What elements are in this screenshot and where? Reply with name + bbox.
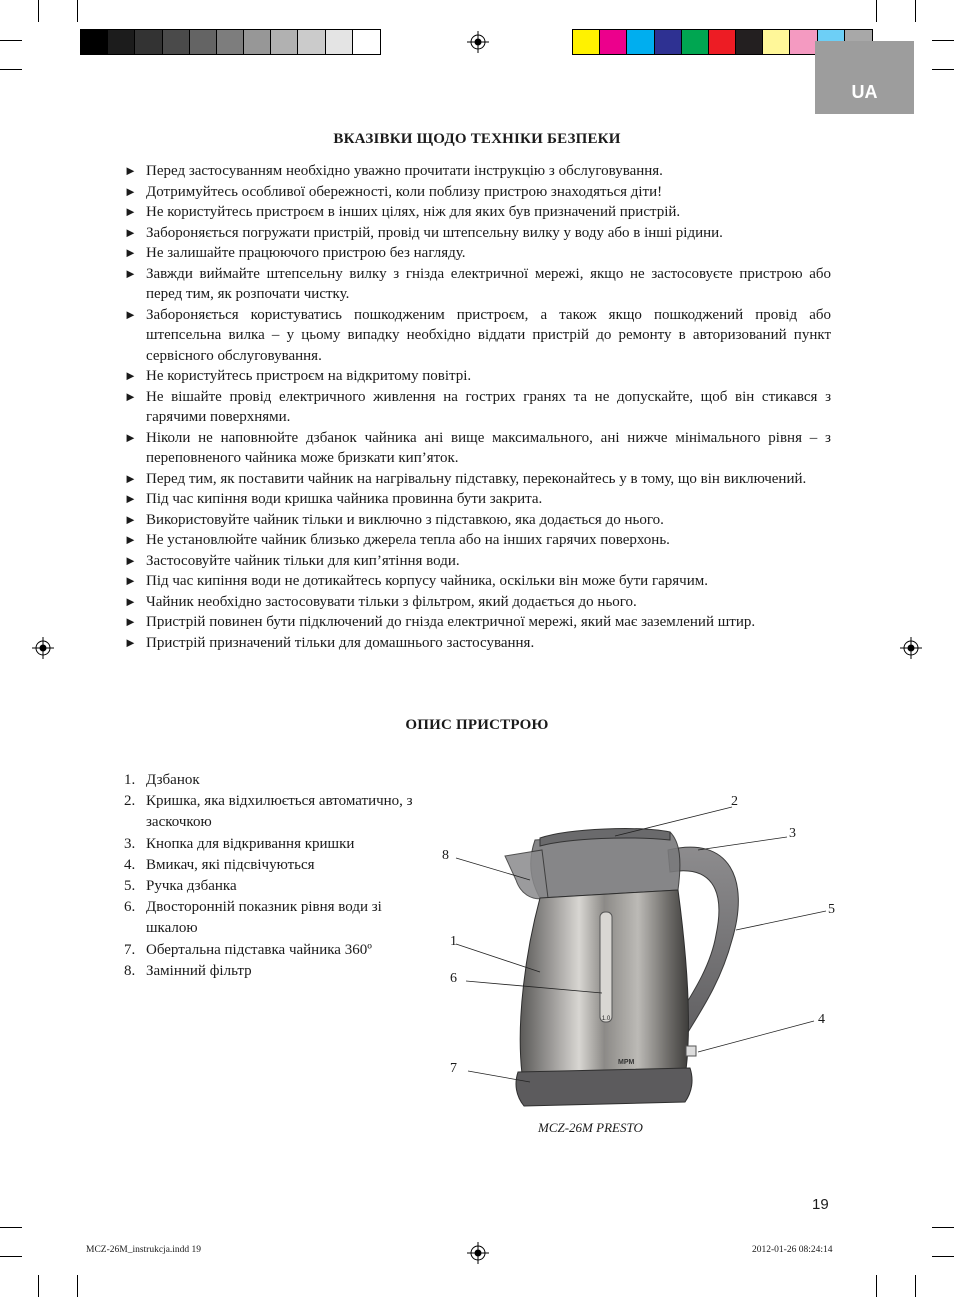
part-number: 3. — [124, 835, 136, 852]
safety-item-text: Забороняється погружати пристрій, провід чи штепсельну вилку у воду або в інші рідини. — [146, 224, 723, 241]
file-slug: MCZ-26M_instrukcja.indd 19 — [86, 1245, 202, 1255]
callout-2: 2 — [731, 794, 738, 809]
kettle-illustration — [430, 780, 850, 1120]
safety-item-text: Під час кипіння води кришка чайника провинна бути закрита. — [146, 491, 543, 507]
safety-item — [124, 571, 831, 592]
date-slug: 2012-01-26 08:24:14 — [752, 1245, 833, 1255]
part-text: Дзбанок — [146, 772, 200, 788]
power-switch — [686, 1046, 696, 1056]
safety-item-text: Під час кипіння води не дотикайтесь корпусу чайника, оскільки він може бути гарячим. — [146, 573, 708, 589]
color-swatch — [244, 30, 271, 54]
registration-mark-icon — [900, 637, 922, 659]
parts-list — [124, 770, 424, 982]
safety-item-text: Перед застосуванням необхідно уважно прочитати інструкцію з обслуговування. — [146, 163, 663, 179]
bullet-arrow-icon: ► — [124, 265, 137, 281]
safety-item-text: Використовуйте чайник тільки и виключно з підставкою, яка додається до нього. — [146, 511, 664, 528]
color-swatch — [763, 30, 790, 54]
part-item — [124, 876, 424, 897]
safety-item-text: Не користуйтесь пристроєм на відкритому повітрі. — [146, 368, 472, 384]
brand-mark: MPM — [618, 1059, 635, 1066]
color-swatch — [655, 30, 682, 54]
bullet-arrow-icon: ► — [124, 163, 137, 178]
color-swatch — [682, 30, 709, 54]
model-caption: MCZ-26M PRESTO — [538, 1120, 643, 1135]
safety-item-text: Не вішайте провід електричного живлення на гострих гранях та не допускайте, щоб він стикався з гарячими поверхнями. — [146, 388, 831, 425]
part-text: Замінний фільтр — [146, 962, 252, 979]
safety-item — [124, 264, 831, 305]
bullet-arrow-icon: ► — [124, 183, 137, 199]
language-tab — [815, 41, 914, 114]
language-tab-label: UA — [851, 82, 878, 102]
callout-8: 8 — [442, 848, 449, 863]
safety-item — [124, 469, 831, 490]
part-number: 6. — [124, 899, 136, 916]
part-item — [124, 834, 424, 855]
bullet-arrow-icon: ► — [124, 573, 137, 588]
bullet-arrow-icon: ► — [124, 224, 137, 240]
safety-item-text: Забороняється користуватись пошкодженим пристроєм, а також якщо пошкоджений провід або штепсельна вилка – у цьому випадку необхідно віддати пристрій до ремонту в авторизований пункт сервісного обслуговування. — [146, 306, 831, 364]
color-swatch — [790, 30, 817, 54]
color-swatch — [353, 30, 380, 54]
part-item — [124, 961, 424, 982]
color-swatch — [600, 30, 627, 54]
part-item — [124, 940, 424, 961]
color-swatch — [271, 30, 298, 54]
registration-mark-icon — [32, 637, 54, 659]
part-text: Обертальна підставка чайника 360º — [146, 941, 372, 958]
part-number: 8. — [124, 962, 136, 979]
safety-item-text: Застосовуйте чайник тільки для кип’ятіння води. — [146, 552, 460, 569]
page-number: 19 — [812, 1196, 829, 1213]
part-item — [124, 791, 424, 833]
safety-item — [124, 243, 831, 264]
callout-4: 4 — [818, 1012, 825, 1027]
color-swatch — [190, 30, 217, 54]
bullet-arrow-icon: ► — [124, 245, 137, 260]
part-number: 4. — [124, 856, 136, 873]
part-item — [124, 770, 424, 791]
kettle-base — [516, 1068, 692, 1106]
registration-mark-icon — [467, 31, 489, 53]
color-swatch — [326, 30, 353, 54]
safety-item — [124, 387, 831, 428]
safety-item — [124, 305, 831, 367]
bullet-arrow-icon: ► — [124, 368, 137, 383]
safety-item-text: Не користуйтесь пристроєм в інших цілях, ніж для яких був призначений пристрій. — [146, 204, 681, 220]
callout-3: 3 — [789, 826, 796, 841]
safety-item — [124, 612, 831, 633]
part-text: Ручка дзбанка — [146, 878, 237, 895]
safety-item — [124, 366, 831, 387]
color-swatch — [736, 30, 763, 54]
safety-item — [124, 223, 831, 244]
safety-item-text: Пристрій повинен бути підключений до гнізда електричної мережі, який має заземлений штир. — [146, 614, 756, 630]
safety-item-text: Завжди виймайте штепсельну вилку з гнізда електричної мережі, якщо не застосовуєте пристрою або перед тим, як розпочати чистку. — [146, 265, 831, 302]
bullet-arrow-icon: ► — [124, 306, 137, 322]
safety-item-text: Дотримуйтесь особливої обережності, коли поблизу пристрою знаходяться діти! — [146, 183, 663, 200]
water-level-gauge — [600, 912, 612, 1022]
bullet-arrow-icon: ► — [124, 388, 137, 404]
part-item — [124, 855, 424, 876]
color-swatch — [81, 30, 108, 54]
color-swatch — [108, 30, 135, 54]
bullet-arrow-icon: ► — [124, 491, 137, 506]
safety-item-text: Чайник необхідно застосовувати тільки з фільтром, який додається до нього. — [146, 593, 637, 610]
safety-item-text: Пристрій призначений тільки для домашнього застосування. — [146, 634, 535, 651]
safety-item — [124, 202, 831, 223]
safety-item-text: Не установлюйте чайник близько джерела тепла або на інших гарячих поверхонь. — [146, 532, 670, 548]
callout-1: 1 — [450, 934, 457, 949]
callout-5: 5 — [828, 902, 835, 917]
color-swatch — [163, 30, 190, 54]
safety-item-text: Ніколи не наповнюйте дзбанок чайника ані вище максимального, ані нижче мінімального рівня – з переповненого чайника може бризкати кип’яток. — [146, 429, 831, 466]
bullet-arrow-icon: ► — [124, 552, 137, 568]
callout-6: 6 — [450, 971, 457, 986]
part-number: 1. — [124, 772, 136, 788]
safety-item — [124, 489, 831, 510]
safety-item-text: Перед тим, як поставити чайник на нагрівальну підставку, переконайтесь у в тому, що він виключений. — [146, 470, 807, 487]
bullet-arrow-icon: ► — [124, 470, 137, 486]
color-swatch — [573, 30, 600, 54]
registration-mark-icon — [467, 1242, 489, 1264]
safety-item — [124, 592, 831, 613]
bullet-arrow-icon: ► — [124, 593, 137, 609]
description-heading: ОПИС ПРИСТРОЮ — [405, 717, 549, 733]
safety-item-text: Не залишайте працюючого пристрою без нагляду. — [146, 245, 466, 261]
part-text: Двосторонній показник рівня води зі шкалою — [146, 899, 382, 937]
part-text: Вмикач, які підсвічуються — [146, 856, 315, 873]
color-swatch — [298, 30, 325, 54]
color-swatch — [627, 30, 654, 54]
callout-7: 7 — [450, 1061, 457, 1076]
safety-heading: ВКАЗІВКИ ЩОДО ТЕХНІКИ БЕЗПЕКИ — [333, 131, 621, 147]
bullet-arrow-icon: ► — [124, 204, 137, 219]
part-number: 2. — [124, 793, 136, 810]
gauge-mark: 1.0 — [601, 1016, 611, 1022]
part-text: Кнопка для відкривання кришки — [146, 835, 355, 852]
bullet-arrow-icon: ► — [124, 634, 137, 650]
bullet-arrow-icon: ► — [124, 429, 137, 445]
safety-list — [124, 161, 831, 653]
bullet-arrow-icon: ► — [124, 532, 137, 547]
part-item — [124, 897, 424, 939]
grayscale-calibration-bar — [80, 29, 381, 55]
color-swatch — [217, 30, 244, 54]
part-number: 7. — [124, 941, 136, 958]
safety-item — [124, 510, 831, 531]
safety-item — [124, 633, 831, 654]
safety-item — [124, 428, 831, 469]
color-swatch — [709, 30, 736, 54]
safety-item — [124, 530, 831, 551]
bullet-arrow-icon: ► — [124, 614, 137, 629]
bullet-arrow-icon: ► — [124, 511, 137, 527]
part-text: Кришка, яка відхилюється автоматично, з заскочкою — [146, 793, 413, 831]
safety-item — [124, 182, 831, 203]
part-number: 5. — [124, 878, 136, 895]
safety-item — [124, 161, 831, 182]
safety-item — [124, 551, 831, 572]
color-swatch — [135, 30, 162, 54]
